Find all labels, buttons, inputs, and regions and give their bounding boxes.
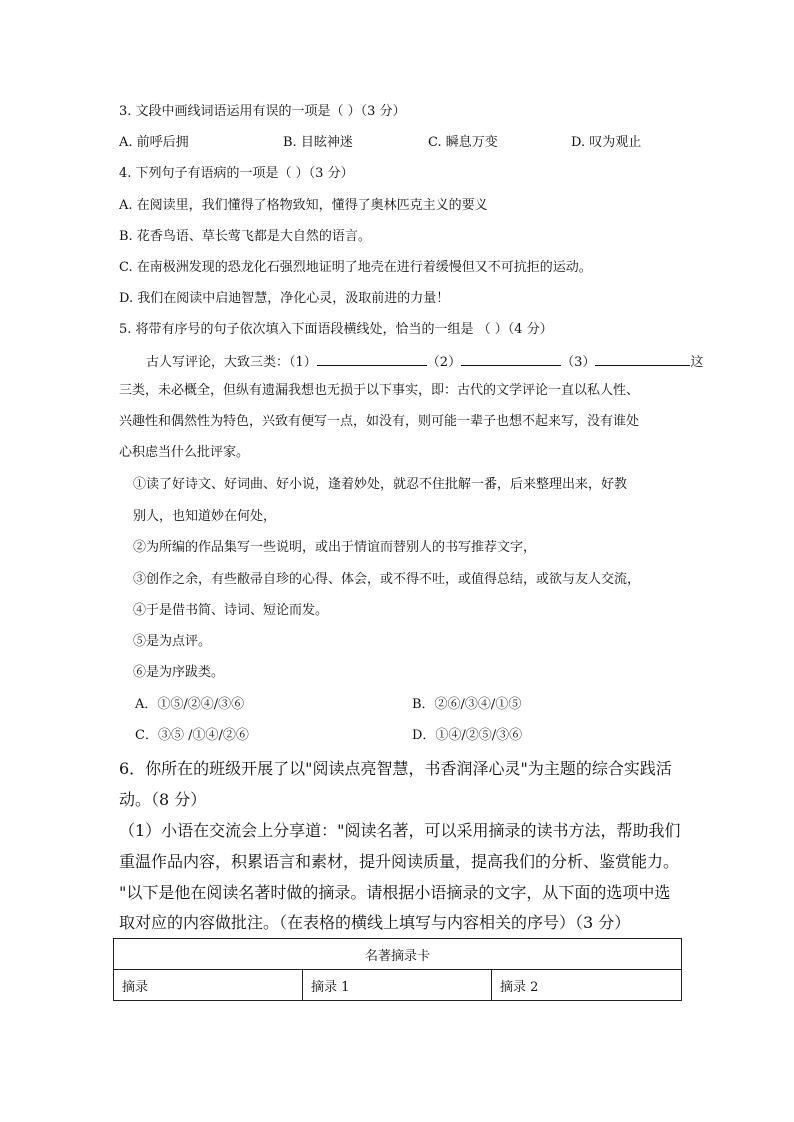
q5-blank-3 (595, 351, 690, 366)
q6-sub1-line: 取对应的内容做批注。（在表格的横线上填写与内容相关的序号）（3 分） (119, 913, 631, 932)
q5-stem: 5. 将带有序号的句子依次填入下面语段横线处，恰当的一组是 （ ）（4 分） (119, 322, 553, 337)
q6-sub1-line: 重温作品内容，积累语言和素材，提升阅读质量，提高我们的分析、鉴赏能力。 (119, 852, 680, 871)
q4-option-d: D. 我们在阅读中启迪智慧，净化心灵，汲取前进的力量！ (119, 291, 450, 306)
q5-passage-line: 兴趣性和偶然性为特色，兴致有便写一点，如没有，则可能一辈子也想不起来写，没有谁处 (119, 414, 640, 429)
q6-stem-line2: 动。（8 分） (119, 790, 207, 809)
q4-option-a: A. 在阅读里，我们懂得了格物致知，懂得了奥林匹克主义的要义 (119, 198, 488, 213)
q5-blank-1 (317, 351, 427, 366)
q5-blank3-label: （3） (561, 355, 596, 370)
q5-option-b: B．②⑥/③④/①⑤ (412, 697, 522, 712)
q5-blank-2 (461, 351, 561, 366)
q5-option-d: D．①④/②⑤/③⑥ (412, 728, 523, 743)
q5-sentence-3: ③创作之余，有些敝帚自珍的心得、体会，或不得不吐，或值得总结，或欲与友人交流， (133, 572, 641, 587)
q5-blank1-label: （1） (289, 355, 317, 370)
table-header-cell: 摘录 2 (492, 970, 682, 1001)
q3-option-a: A. 前呼后拥 (119, 135, 189, 150)
q5-sentence-1: ①读了好诗文、好词曲、好小说，逢着妙处，就忍不住批解一番，后来整理出来，好教 (133, 477, 628, 492)
q5-passage-after: 这 (690, 355, 704, 370)
q6-sub1-line: （1）小语在交流会上分享道："阅读名著，可以采用摘录的读书方法，帮助我们 (119, 821, 681, 840)
q3-option-c: C. 瞬息万变 (428, 135, 498, 150)
table-header-cell: 摘录 (114, 970, 303, 1001)
q5-sentence-1-cont: 别人，也知道妙在何处， (133, 509, 277, 524)
q5-passage-first-line (146, 351, 703, 372)
q5-blank2-label: （2） (426, 355, 462, 370)
q3-option-d: D. 叹为观止 (571, 135, 642, 150)
q3-stem: 3. 文段中画线词语运用有误的一项是（ ）（3 分） (119, 104, 406, 119)
q5-sentence-4: ④于是借书简、诗词、短论而发。 (133, 603, 329, 618)
q5-sentence-2: ②为所编的作品集写一些说明，或出于情谊而替别人的书写推荐文字， (133, 540, 537, 555)
q5-sentence-6: ⑥是为序跋类。 (133, 665, 225, 680)
q3-option-b: B. 目眩神迷 (283, 135, 353, 150)
q5-passage-start: 古人写评论，大致三类： (146, 355, 290, 370)
q4-option-b: B. 花香鸟语、草长莺飞都是大自然的语言。 (119, 229, 371, 244)
q5-option-a: A．①⑤/②④/③⑥ (135, 697, 245, 712)
q5-option-c: C．③⑤ /①④/②⑥ (135, 728, 249, 743)
q6-sub1-line: "以下是他在阅读名著时做的摘录。请根据小语摘录的文字，从下面的选项中选 (119, 883, 671, 902)
q6-stem-line1: 6．你所在的班级开展了以"阅读点亮智慧，书香润泽心灵"为主题的综合实践活 (119, 759, 672, 778)
q5-sentence-5: ⑤是为点评。 (133, 634, 212, 649)
table-header-cell: 摘录 1 (303, 970, 492, 1001)
q5-passage-line: 心积虑当什么批评家。 (119, 445, 250, 460)
q4-option-c: C. 在南极洲发现的恐龙化石强烈地证明了地壳在进行着缓慢但又不可抗拒的运动。 (119, 260, 592, 275)
excerpt-card-table (113, 938, 682, 1001)
table-header-row (114, 970, 682, 1001)
table-title: 名著摘录卡 (114, 939, 682, 970)
q5-passage-line: 三类，未必概全，但纵有遗漏我想也无损于以下事实，即：古代的文学评论一直以私人性、 (119, 383, 640, 398)
q4-stem: 4. 下列句子有语病的一项是（ ）（3 分） (119, 166, 354, 181)
